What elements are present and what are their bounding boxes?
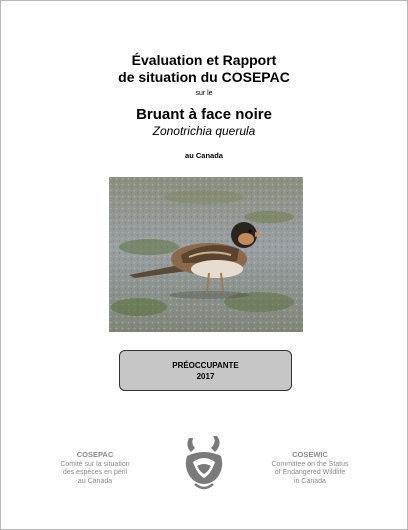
status-label: PRÉOCCUPANTE [172, 361, 239, 370]
report-title [1, 52, 407, 86]
status-box [119, 350, 292, 391]
cosewic-line-2: of Endangered Wildlife [274, 469, 346, 476]
sparrow-photo [109, 177, 303, 332]
cosepac-logo-icon [181, 434, 227, 492]
title-line-2: de situation du COSEPAC [118, 69, 290, 85]
cosepac-org-block [47, 451, 143, 486]
scientific-name: Zonotrichia querula [152, 124, 256, 138]
status-year: 2017 [196, 372, 215, 381]
cosewic-org-block [255, 451, 365, 486]
region-text: au Canada [185, 151, 223, 160]
species-name: Bruant à face noire [136, 106, 272, 123]
sur-le-text: sur le [195, 90, 213, 97]
cosepac-line-1: Comité sur la situation [60, 460, 130, 468]
cosepac-line-2: des espèces en péril [62, 469, 128, 476]
cosewic-abbr: COSEWIC [292, 450, 328, 459]
cosewic-line-1: Committee on the Status [271, 460, 349, 468]
cosepac-line-3: au Canada [77, 477, 113, 485]
title-line-1: Évaluation et Rapport [131, 52, 277, 68]
cosewic-line-3: in Canada [294, 477, 326, 485]
cosepac-abbr: COSEPAC [76, 450, 114, 459]
